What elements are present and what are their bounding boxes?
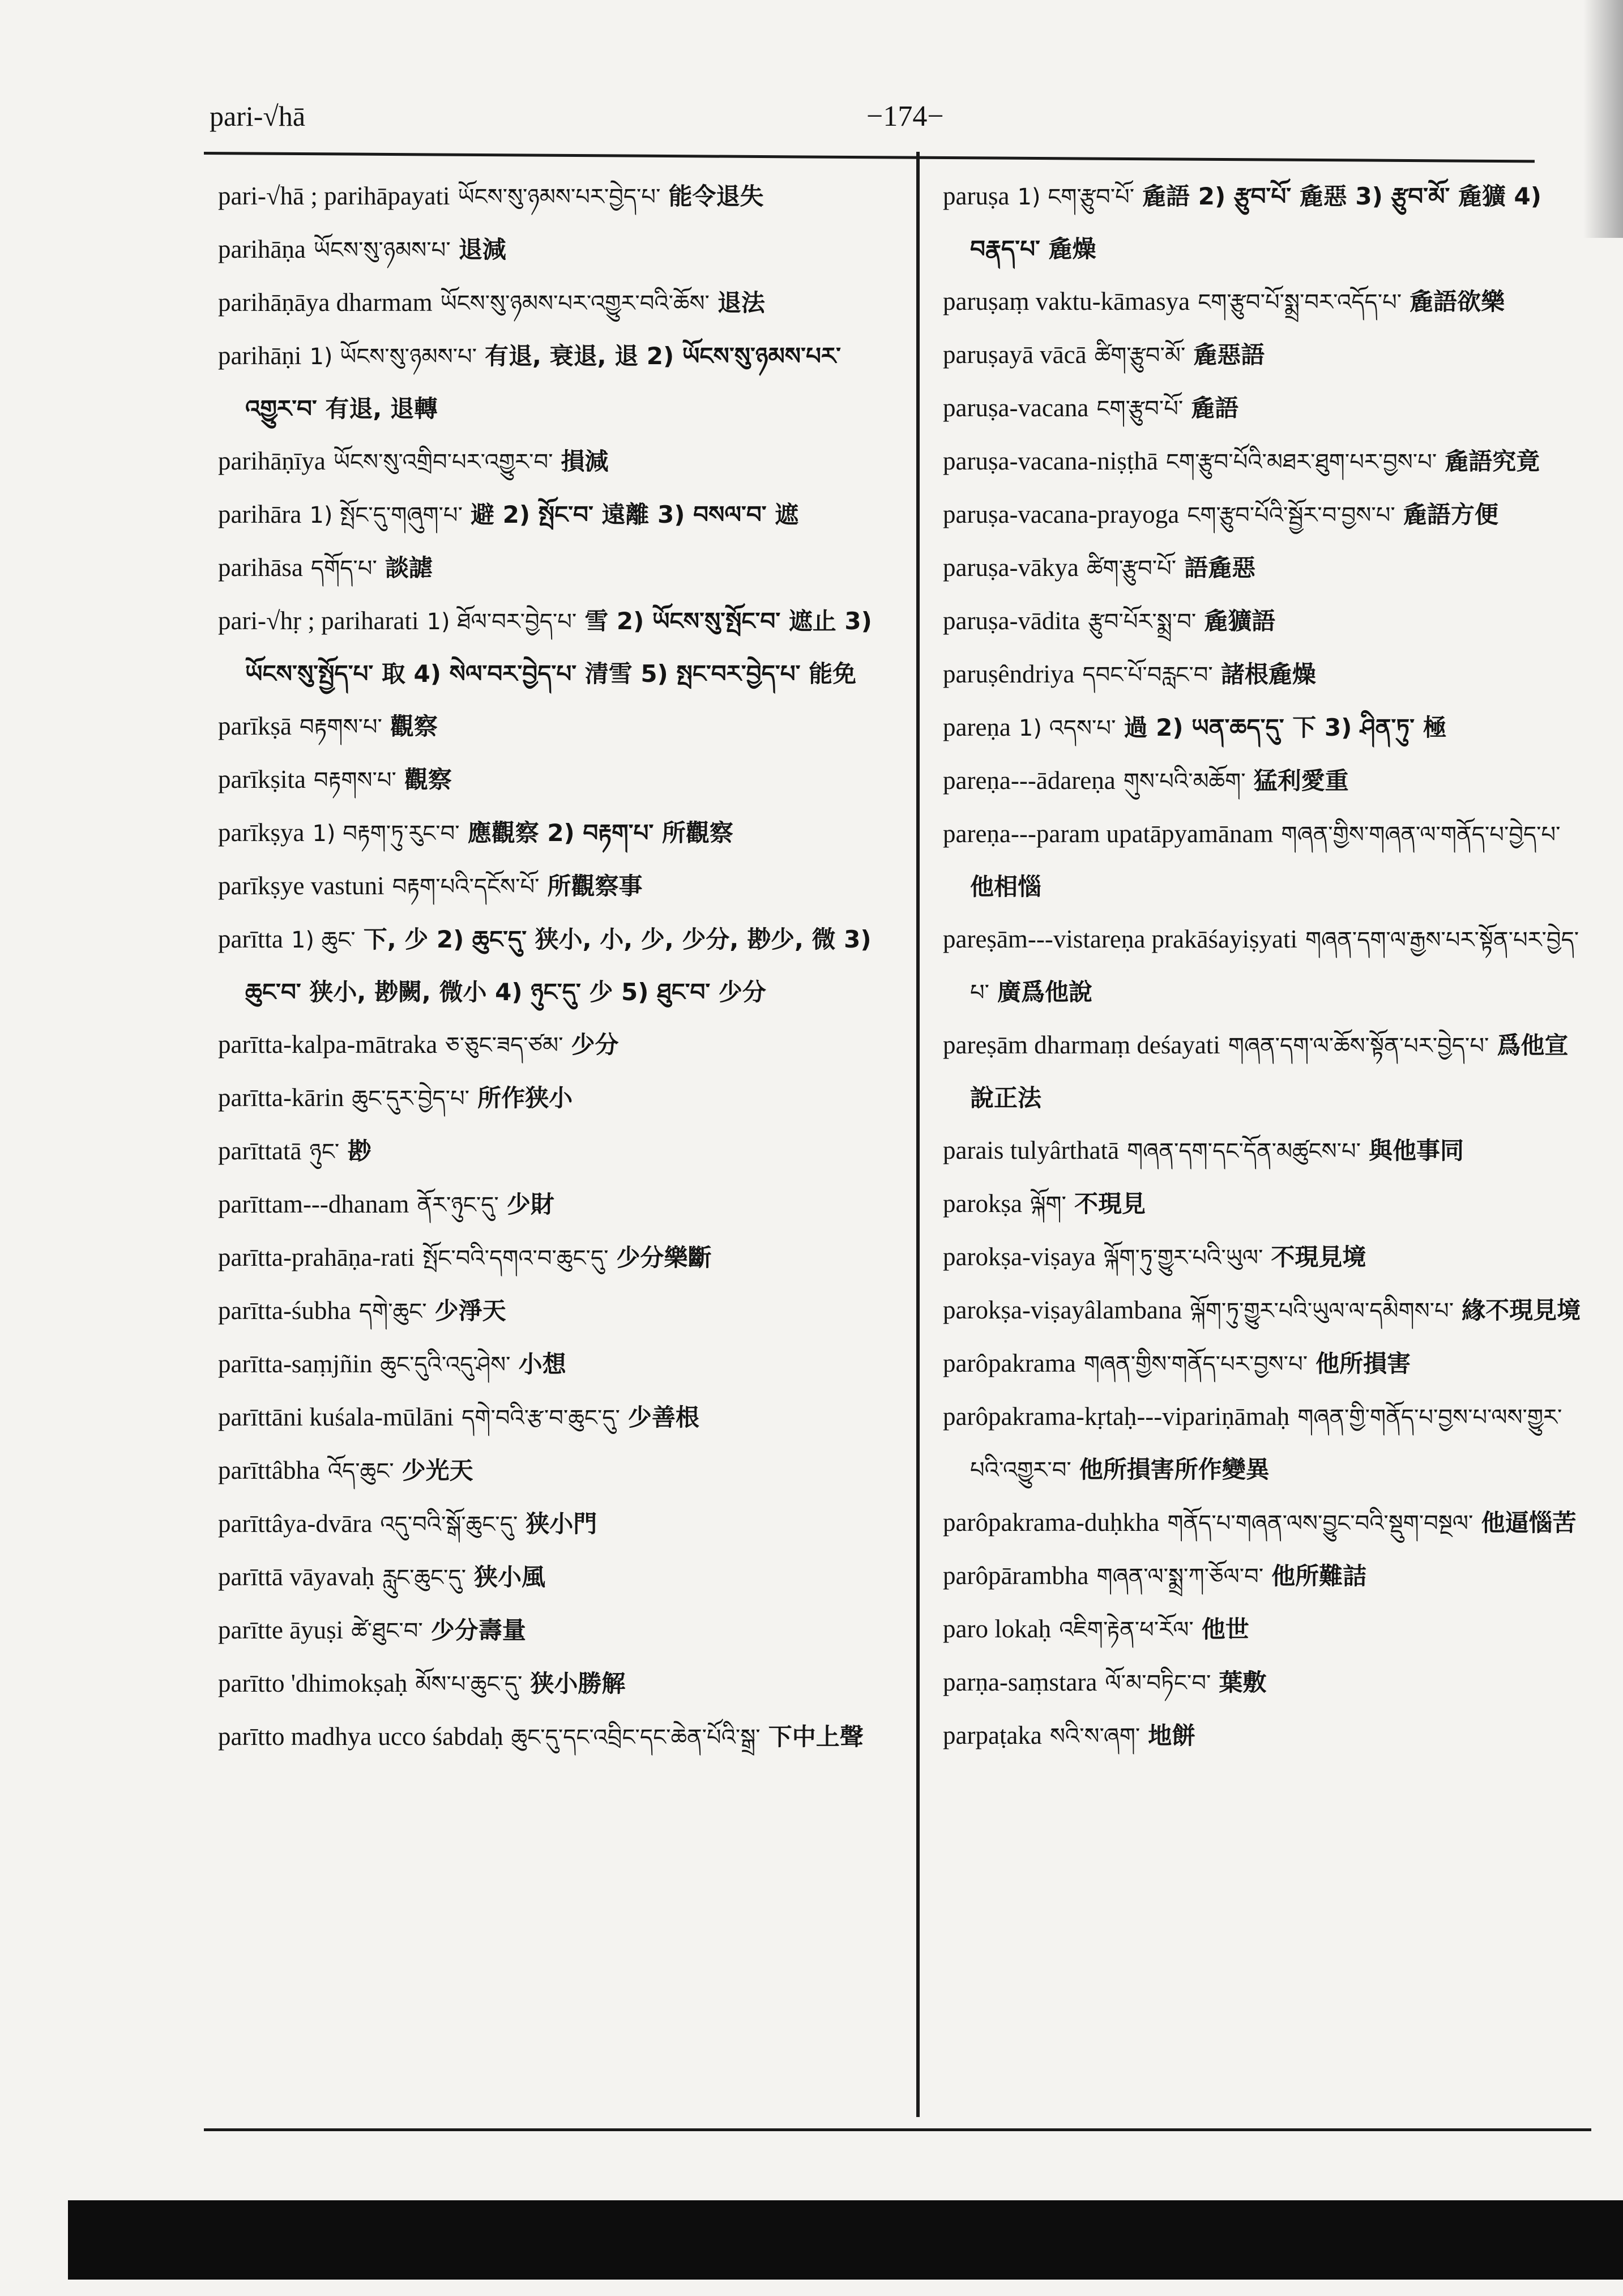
entry-chinese: 猛利愛重 xyxy=(1253,767,1349,795)
header-rule xyxy=(204,152,1535,163)
entry-tibetan: 1) བརྟག་ཏུ་རུང་བ་ xyxy=(312,821,460,847)
entry-tibetan: ཆུང་དུར་བྱེད་པ་ xyxy=(352,1086,470,1112)
dictionary-entry xyxy=(218,276,881,330)
entry-headword: parītta xyxy=(218,925,283,953)
entry-tibetan: 1) ངག་རྩུབ་པོ་ xyxy=(1017,184,1135,210)
entry-tibetan: ཡོངས་སུ་ཉམས་པར་འགྱུར་བའི་ཆོས་ xyxy=(440,291,710,317)
dictionary-entry xyxy=(218,1125,881,1178)
entry-headword: parīttā vāyavaḥ xyxy=(218,1563,375,1591)
dictionary-entry xyxy=(943,1284,1583,1337)
dictionary-entry xyxy=(943,1550,1583,1603)
entry-headword: pareṇa---ādareṇa xyxy=(943,766,1116,795)
dictionary-entry xyxy=(218,753,881,806)
entry-headword: paro lokaḥ xyxy=(943,1615,1052,1643)
entry-headword: paruṣaṃ vaktu-kāmasya xyxy=(943,287,1190,315)
entry-chinese: 麁語究竟 xyxy=(1445,447,1540,475)
entry-chinese: 麁語 xyxy=(1191,394,1239,422)
entry-chinese: 狭小勝解 xyxy=(530,1670,626,1697)
entry-headword: parôpakrama-kṛtaḥ---vipariṇāmaḥ xyxy=(943,1402,1290,1431)
dictionary-entry xyxy=(218,1018,881,1072)
entry-tibetan: ངག་རྩུབ་པོའི་མཐར་ཐུག་པར་བྱས་པ་ xyxy=(1165,449,1437,475)
entry-headword: parīttāni kuśala-mūlāni xyxy=(218,1403,454,1431)
entry-headword: parītto madhya ucco śabdaḥ xyxy=(218,1722,503,1751)
dictionary-entry xyxy=(943,275,1583,328)
entry-headword: paruṣêndriya xyxy=(943,660,1075,688)
entry-chinese: 他所難詰 xyxy=(1271,1562,1367,1590)
dictionary-entry xyxy=(218,700,881,753)
dictionary-entry xyxy=(943,170,1583,275)
dictionary-entry xyxy=(943,1390,1583,1496)
entry-chinese: 少分樂斷 xyxy=(616,1244,712,1271)
dictionary-entry xyxy=(943,648,1583,701)
entry-chinese: 麁惡語 xyxy=(1193,341,1265,369)
column-divider xyxy=(916,152,920,2117)
entry-chinese: 廣爲他說 xyxy=(997,978,1093,1006)
dictionary-entry xyxy=(943,1337,1583,1390)
entry-headword: pareṇa---param upatāpyamānam xyxy=(943,820,1274,848)
entry-chinese: 能令退失 xyxy=(668,182,764,210)
entry-tibetan: གུས་པའི་མཆོག་ xyxy=(1123,769,1246,795)
dictionary-entry xyxy=(218,1338,881,1391)
dictionary-entry xyxy=(218,330,881,435)
entry-chinese: 避 2) སྤོང་བ་ 遠離 3) བསལ་བ་ 遮 xyxy=(470,501,799,528)
entry-tibetan: ཚེ་ཐུང་བ་ xyxy=(351,1618,423,1644)
entry-headword: parôpakrama-duḥkha xyxy=(943,1508,1160,1537)
dictionary-entry xyxy=(218,1072,881,1125)
entry-tibetan: ངག་རྩུབ་པོ་ xyxy=(1096,396,1184,422)
dictionary-entry xyxy=(218,1710,881,1764)
dictionary-entry xyxy=(218,913,881,1018)
dictionary-entry xyxy=(218,541,881,595)
entry-chinese: 諸根麁燥 xyxy=(1220,660,1316,688)
entry-headword: paruṣa-vādita xyxy=(943,607,1080,635)
entry-chinese: 狭小風 xyxy=(474,1563,546,1591)
dictionary-entry xyxy=(943,595,1583,648)
dictionary-entry xyxy=(943,913,1583,1019)
entry-chinese: 麁語 2) རྩུབ་པོ་ 麁惡 3) རྩུབ་མོ་ 麁獷 4) བརྣད་པ་ 麁燥 xyxy=(970,182,1541,263)
dictionary-entry xyxy=(218,1657,881,1710)
entry-tibetan: ཡོངས་སུ་ཉམས་པར་བྱེད་པ་ xyxy=(458,184,661,210)
entry-chinese: 少分 xyxy=(571,1031,619,1059)
entry-chinese: 麁語方便 xyxy=(1403,501,1498,528)
entry-headword: paruṣa-vacana xyxy=(943,394,1089,422)
entry-chinese: 他相惱 xyxy=(970,873,1042,901)
entry-headword: paruṣa-vacana-prayoga xyxy=(943,500,1180,528)
page-header xyxy=(204,85,1555,147)
dictionary-entry xyxy=(943,541,1583,595)
entry-tibetan: བརྟག་པའི་དངོས་པོ་ xyxy=(392,874,540,900)
entry-chinese: 下, 少 2) ཆུང་དུ་ 狭小, 小, 少, 少分, 尠少, 微 3) ཆུང་བ་ 狭小, 尠闕, 微小 4) ཉུང་དུ་ 少 5) ཐུང་བ་ 少分 xyxy=(245,925,872,1006)
entry-chinese: 觀察 xyxy=(390,712,438,740)
page-number: −174− xyxy=(866,100,944,133)
dictionary-entry xyxy=(943,754,1583,808)
entry-tibetan: རླུང་ཆུང་དུ་ xyxy=(382,1565,466,1591)
dictionary-entry xyxy=(218,1444,881,1497)
footer-rule xyxy=(204,2128,1591,2131)
entry-headword: parīttatā xyxy=(218,1137,302,1165)
dictionary-entry xyxy=(943,1231,1583,1284)
scan-footer-band xyxy=(68,2200,1623,2280)
entry-headword: pareṣām dharmaṃ deśayati xyxy=(943,1031,1220,1059)
entry-chinese: 所作狭小 xyxy=(477,1084,573,1112)
entry-tibetan: ངག་རྩུབ་པོ་སྨྲ་བར་འདོད་པ་ xyxy=(1198,289,1402,315)
dictionary-entry xyxy=(943,1177,1583,1231)
entry-headword: pari-√hā ; parihāpayati xyxy=(218,182,450,210)
entry-headword: parīkṣā xyxy=(218,712,292,740)
entry-headword: paruṣayā vācā xyxy=(943,340,1087,369)
entry-tibetan: ནོར་ཉུང་དུ་ xyxy=(417,1192,499,1218)
entry-tibetan: སའི་ས་ཞག་ xyxy=(1049,1723,1141,1749)
entry-headword: parais tulyârthatā xyxy=(943,1136,1120,1164)
dictionary-entry xyxy=(218,1604,881,1657)
page-edge-shadow xyxy=(1583,0,1623,238)
entry-tibetan: གཞན་དག་ལ་རྒྱས་པར་སྟོན་པར་བྱེད་པ་ xyxy=(970,927,1579,1006)
entry-chinese: 少光天 xyxy=(402,1457,473,1484)
entry-chinese: 語麁惡 xyxy=(1184,554,1256,582)
dictionary-entry xyxy=(943,1603,1583,1656)
entry-tibetan: གཞན་གྱིས་གཞན་ལ་གནོད་པ་བྱེད་པ་ xyxy=(1281,822,1561,848)
entry-headword: parihāsa xyxy=(218,553,303,582)
entry-tibetan: རྩུབ་པོར་སྨྲ་བ་ xyxy=(1088,609,1197,635)
entry-chinese: 與他事同 xyxy=(1369,1137,1464,1164)
entry-headword: parīkṣya xyxy=(218,818,305,847)
entry-headword: parṇa-saṃstara xyxy=(943,1668,1097,1696)
entry-tibetan: ངག་རྩུབ་པོའི་སྦྱོར་བ་བྱས་པ་ xyxy=(1187,502,1395,528)
entry-headword: parihāṇīya xyxy=(218,447,326,475)
entry-chinese: 爲他宣說正法 xyxy=(970,1031,1569,1112)
entry-tibetan: ལྐོག་ཏུ་གྱུར་པའི་ཡུལ་ལ་དམིགས་པ་ xyxy=(1190,1298,1454,1324)
entry-tibetan: འདུ་བའི་སྒོ་ཆུང་དུ་ xyxy=(380,1512,518,1538)
entry-tibetan: 1) འདས་པ་ xyxy=(1018,715,1116,741)
entry-chinese: 不現見境 xyxy=(1271,1243,1366,1271)
dictionary-entry xyxy=(943,328,1583,382)
dictionary-entry xyxy=(218,1231,881,1284)
entry-headword: parīttâbha xyxy=(218,1456,320,1484)
dictionary-entry xyxy=(943,382,1583,435)
dictionary-entry xyxy=(218,1497,881,1551)
entry-tibetan: ཆུང་དུའི་འདུ་ཤེས་ xyxy=(380,1352,511,1378)
dictionary-entry xyxy=(943,1124,1583,1177)
entry-tibetan: བརྟགས་པ་ xyxy=(299,714,382,740)
dictionary-entry xyxy=(943,1656,1583,1709)
entry-tibetan: ཉུང་ xyxy=(309,1139,340,1165)
entry-headword: parītto 'dhimokṣaḥ xyxy=(218,1669,408,1697)
entry-headword: parihāṇāya dharmam xyxy=(218,288,433,317)
entry-headword: paruṣa-vacana-niṣṭhā xyxy=(943,447,1158,475)
entry-tibetan: སྤོང་བའི་དགའ་བ་ཆུང་དུ་ xyxy=(422,1245,609,1271)
entry-tibetan: དགེ་བའི་རྩ་བ་ཆུང་དུ་ xyxy=(462,1405,620,1431)
dictionary-entry xyxy=(218,1284,881,1338)
entry-tibetan: ཚིག་རྩུབ་མོ་ xyxy=(1094,343,1186,369)
entry-tibetan: 1) སྤོང་དུ་གཞུག་པ་ xyxy=(309,502,463,528)
entry-tibetan: ཡོངས་སུ་འགྲིབ་པར་འགྱུར་བ་ xyxy=(333,449,553,475)
entry-headword: parôpakrama xyxy=(943,1349,1076,1377)
entry-tibetan: 1) ཐོལ་བར་བྱེད་པ་ xyxy=(426,609,577,635)
entry-headword: pareṇa xyxy=(943,713,1011,741)
entry-tibetan: འཇིག་རྟེན་ཕ་རོལ་ xyxy=(1059,1617,1194,1643)
entry-headword: parīttâya-dvāra xyxy=(218,1509,373,1538)
entry-tibetan: 1) ཡོངས་སུ་ཉམས་པ་ xyxy=(309,344,477,370)
entry-tibetan: གཞན་དག་ལ་ཆོས་སྟོན་པར་བྱེད་པ་ xyxy=(1228,1033,1489,1059)
dictionary-entry xyxy=(943,808,1583,913)
entry-headword: parokṣa-viṣaya xyxy=(943,1243,1096,1271)
dictionary-entry xyxy=(218,170,881,223)
entry-tibetan: ཡོངས་སུ་ཉམས་པ་ xyxy=(313,237,451,263)
entry-chinese: 應觀察 2) བརྟག་པ་ 所觀察 xyxy=(467,819,733,847)
entry-tibetan: ལྐོག་ཏུ་གྱུར་པའི་ཡུལ་ xyxy=(1103,1245,1263,1271)
entry-headword: paruṣa xyxy=(943,182,1010,210)
entry-headword: parokṣa-viṣayâlambana xyxy=(943,1296,1182,1324)
dictionary-entry xyxy=(943,488,1583,541)
entry-chinese: 他世 xyxy=(1201,1615,1249,1643)
entry-tibetan: གཞན་དག་དང་དོན་མཚུངས་པ་ xyxy=(1127,1138,1361,1164)
entry-chinese: 少分壽量 xyxy=(430,1616,526,1644)
entry-chinese: 他逼惱苦 xyxy=(1481,1509,1577,1537)
dictionary-entry xyxy=(218,1391,881,1444)
entry-tibetan: མོས་པ་ཆུང་དུ་ xyxy=(415,1671,523,1697)
entry-chinese: 狭小門 xyxy=(526,1510,597,1538)
entry-chinese: 麁語欲樂 xyxy=(1410,288,1505,315)
entry-chinese: 過 2) ཡན་ཆད་དུ་ 下 3) ཤིན་ཏུ་ 極 xyxy=(1124,714,1447,741)
entry-tibetan: འོད་ཆུང་ xyxy=(327,1458,394,1484)
entry-chinese: 損減 xyxy=(561,447,609,475)
entry-tibetan: གཞན་ལ་སྨྲ་ཀ་ཅོལ་བ་ xyxy=(1096,1564,1264,1590)
entry-chinese: 觀察 xyxy=(404,766,452,793)
entry-tibetan: ཆུང་དུ་དང་འབྲིང་དང་ཆེན་པོའི་སྒྲ་ xyxy=(511,1725,761,1751)
entry-chinese: 他所損害所作變異 xyxy=(1079,1456,1270,1483)
entry-tibetan: དགོད་པ་ xyxy=(310,556,377,582)
entry-chinese: 退減 xyxy=(458,236,506,263)
entry-headword: pari-√hṛ ; pariharati xyxy=(218,607,419,635)
entry-tibetan: གཞན་གྱིས་གནོད་པར་བྱས་པ་ xyxy=(1083,1351,1308,1377)
entry-headword: parītta-kārin xyxy=(218,1083,344,1112)
entry-headword: parītta-śubha xyxy=(218,1296,351,1325)
entry-headword: parpaṭaka xyxy=(943,1721,1042,1749)
dictionary-entry xyxy=(218,806,881,860)
dictionary-entry xyxy=(218,1551,881,1604)
dictionary-entry xyxy=(218,223,881,276)
entry-headword: parīkṣita xyxy=(218,765,306,793)
dictionary-entry xyxy=(218,595,881,700)
entry-tibetan: དབང་པོ་བརླང་བ་ xyxy=(1082,662,1213,688)
dictionary-entry xyxy=(218,860,881,913)
entry-chinese: 麁獷語 xyxy=(1204,607,1276,635)
entry-headword: parīttam---dhanam xyxy=(218,1190,409,1218)
entry-headword: parītte āyuṣi xyxy=(218,1616,344,1644)
right-column xyxy=(943,170,1583,2113)
entry-chinese: 他所損害 xyxy=(1316,1350,1411,1377)
entry-headword: paruṣa-vākya xyxy=(943,553,1079,582)
entry-chinese: 尠 xyxy=(347,1137,371,1165)
entry-tibetan: 1) ཆུང་ xyxy=(291,927,356,953)
dictionary-entry xyxy=(218,435,881,488)
dictionary-entry xyxy=(943,1709,1583,1762)
entry-chinese: 少淨天 xyxy=(434,1297,506,1325)
entry-headword: parihāra xyxy=(218,500,302,528)
dictionary-entry xyxy=(943,701,1583,754)
entry-headword: parokṣa xyxy=(943,1189,1022,1218)
running-head: pari-√hā xyxy=(210,100,306,132)
dictionary-entry xyxy=(218,488,881,541)
entry-chinese: 少財 xyxy=(506,1190,554,1218)
entry-headword: parītta-saṃjñin xyxy=(218,1350,373,1378)
dictionary-entry xyxy=(943,1496,1583,1550)
entry-tibetan: ཚིག་རྩུབ་པོ་ xyxy=(1086,556,1177,582)
entry-chinese: 有退, 衰退, 退 2) ཡོངས་སུ་ཉམས་པར་འགྱུར་བ་ 有退, 退轉 xyxy=(245,342,841,423)
entry-chinese: 退法 xyxy=(717,289,765,317)
entry-tibetan: གཞན་གྱི་གནོད་པ་བྱས་པ་ལས་གྱུར་པའི་འགྱུར་བ་ xyxy=(970,1405,1562,1483)
entry-tibetan: བརྟགས་པ་ xyxy=(313,767,396,793)
left-column xyxy=(218,170,881,2113)
dictionary-entry xyxy=(218,1178,881,1231)
entry-headword: parôpārambha xyxy=(943,1561,1089,1590)
entry-tibetan: ཅ་ཅུང་ཟད་ཙམ་ xyxy=(445,1032,563,1059)
dictionary-entry xyxy=(943,1019,1583,1124)
entry-chinese: 少善根 xyxy=(627,1403,699,1431)
entry-tibetan: དགེ་ཆུང་ xyxy=(358,1299,427,1325)
entry-headword: parītta-prahāṇa-rati xyxy=(218,1243,415,1271)
entry-chinese: 下中上聲 xyxy=(768,1723,864,1751)
dictionary-entry xyxy=(943,435,1583,488)
entry-chinese: 談謔 xyxy=(385,554,433,582)
entry-chinese: 地餅 xyxy=(1148,1722,1196,1749)
entry-chinese: 不現見 xyxy=(1074,1190,1146,1218)
entry-headword: parīkṣye vastuni xyxy=(218,872,385,900)
entry-tibetan: ལྐོག་ xyxy=(1030,1192,1066,1218)
entry-chinese: 小想 xyxy=(518,1350,566,1378)
entry-tibetan: གནོད་པ་གཞན་ལས་བྱུང་བའི་སྡུག་བསྔལ་ xyxy=(1167,1510,1473,1537)
entry-chinese: 所觀察事 xyxy=(547,872,643,900)
entry-chinese: 緣不現見境 xyxy=(1462,1296,1581,1324)
entry-headword: parītta-kalpa-mātraka xyxy=(218,1030,438,1059)
entry-headword: pareṣām---vistareṇa prakāśayiṣyati xyxy=(943,925,1297,953)
entry-chinese: 葉敷 xyxy=(1219,1668,1267,1696)
entry-headword: parihāṇa xyxy=(218,235,306,263)
entry-chinese: 雪 2) ཡོངས་སུ་སྤོང་བ་ 遮止 3) ཡོངས་སུ་སྤྱོད་པ་ 取 4) སེལ་བར་བྱེད་པ་ 清雪 5) སྤང་བར་བྱེད་པ་ 能免 xyxy=(245,607,872,688)
entry-headword: parihāṇi xyxy=(218,342,302,370)
entry-tibetan: ལོ་མ་བཏིང་བ་ xyxy=(1105,1670,1211,1696)
